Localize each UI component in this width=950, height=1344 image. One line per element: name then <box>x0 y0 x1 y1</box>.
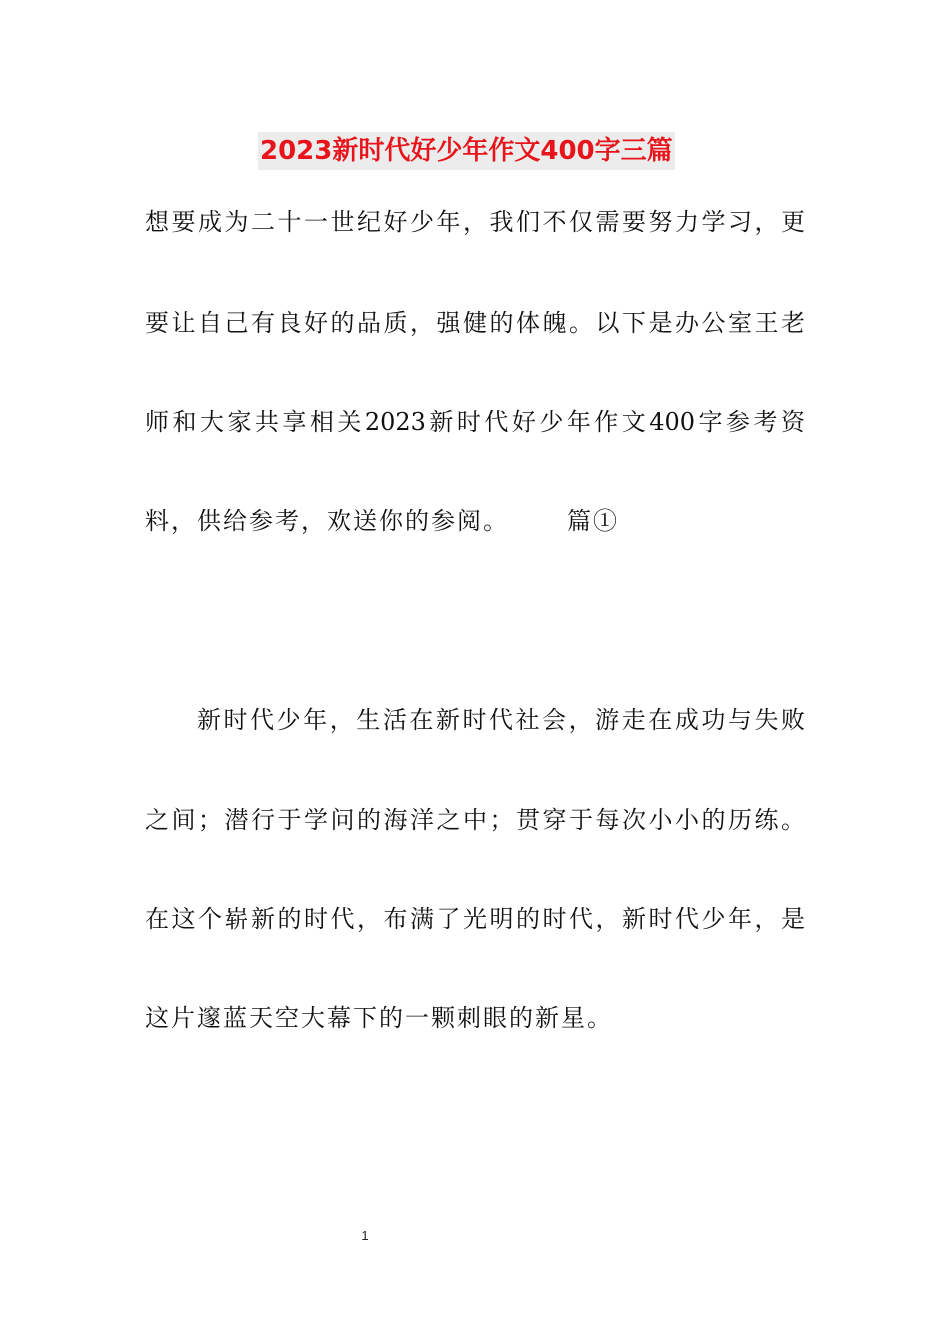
intro-line-4-text: 料，供给参考，欢送你的参阅。 <box>145 507 509 535</box>
intro-line-3: 师和大家共享相关2023新时代好少年作文400字参考资 <box>145 408 805 436</box>
document-title: 2023新时代好少年作文400字三篇 <box>258 132 675 170</box>
intro-line-4 <box>145 504 805 538</box>
essay-line-1: 新时代少年，生活在新时代社会，游走在成功与失败 <box>197 706 805 734</box>
page-number: 1 <box>361 1228 369 1243</box>
intro-line-1: 想要成为二十一世纪好少年，我们不仅需要努力学习，更 <box>145 208 805 236</box>
section-marker: 篇① <box>567 507 619 535</box>
essay-line-3: 在这个崭新的时代，布满了光明的时代，新时代少年，是 <box>145 905 805 933</box>
essay-line-4: 这片邃蓝天空大幕下的一颗刺眼的新星。 <box>145 1004 613 1032</box>
intro-line-2: 要让自己有良好的品质，强健的体魄。以下是办公室王老 <box>145 309 805 337</box>
essay-line-2: 之间；潜行于学问的海洋之中；贯穿于每次小小的历练。 <box>145 806 805 834</box>
